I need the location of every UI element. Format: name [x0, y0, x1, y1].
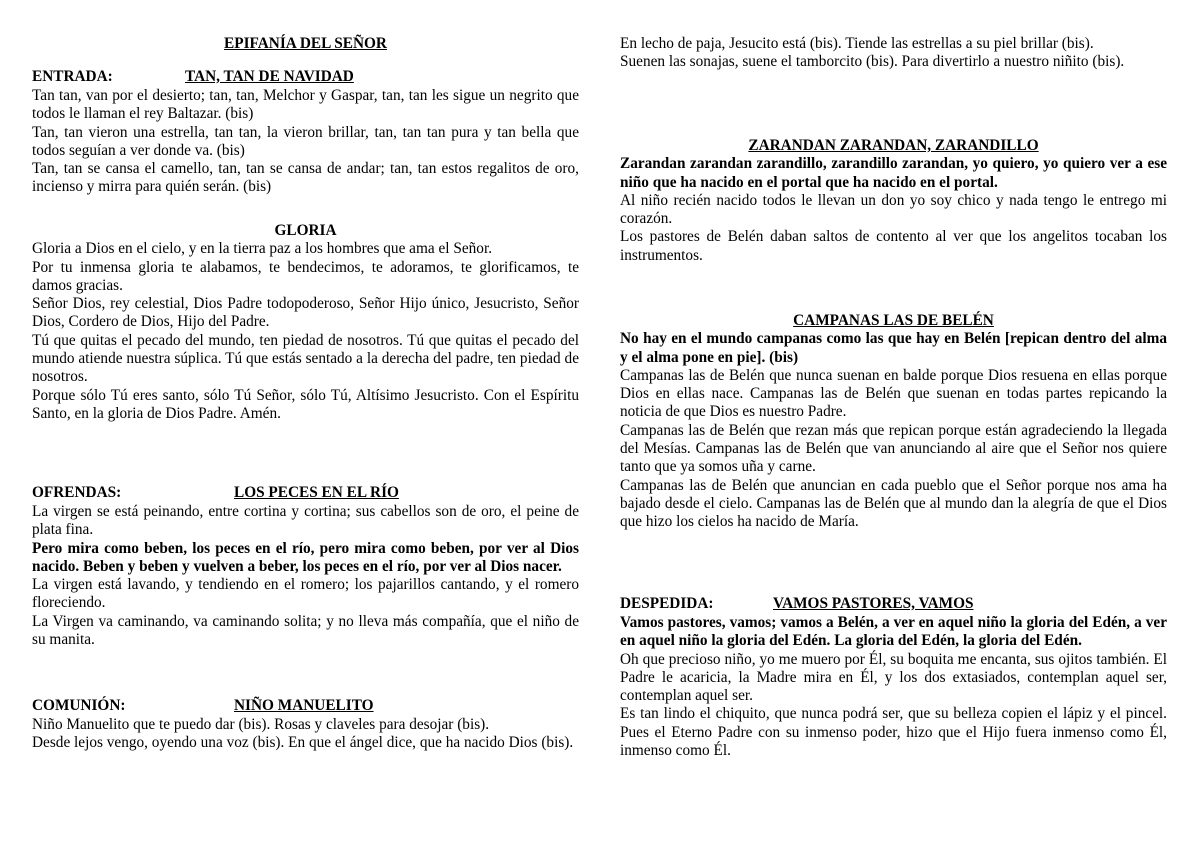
- despedida-section: [620, 595, 1167, 760]
- main-title-block: [32, 35, 579, 53]
- comunion-song-title: NIÑO MANUELITO: [234, 697, 374, 714]
- campanas-section: [620, 312, 1167, 532]
- verse: Niño Manuelito que te puedo dar (bis). Rosas y claveles para desojar (bis).: [32, 716, 490, 733]
- verse: Tú que quitas el pecado del mundo, ten piedad de nosotros. Tú que quitas el pecado del mundo atiende nuestra súplica. Tú que estás sentado a la derecha del padre, ten piedad de nosotros.: [32, 331, 579, 386]
- verse: Por tu inmensa gloria te alabamos, te bendecimos, te adoramos, te glorificamos, te damos gracias.: [32, 258, 579, 294]
- verse: En lecho de paja, Jesucito está (bis). Tiende las estrellas a su piel brillar (bis).: [620, 35, 1094, 52]
- verse: Oh que precioso niño, yo me muero por Él, su boquita me encanta, sus ojitos también. El Padre le acaricia, la Madre mira en Él, y los dos extasiados, contemplan aquel ser, contemplan aquel ser.: [620, 650, 1167, 705]
- verse: Señor Dios, rey celestial, Dios Padre todopoderoso, Señor Hijo único, Jesucristo, Señor Dios, Cordero de Dios, Hijo del Padre.: [32, 295, 579, 331]
- verse: Campanas las de Belén que rezan más que repican porque están agradeciendo la llegada del Mesías. Campanas las de Belén que van anunciando al aire que el Señor nos quiere tanto que ya somos uña y carne.: [620, 421, 1167, 476]
- ofrendas-heading: [32, 484, 579, 503]
- entrada-section: [32, 68, 579, 197]
- chorus: No hay en el mundo campanas como las que hay en Belén [repican dentro del alma y el alma pone en pie]. (bis): [620, 330, 1167, 366]
- comunion-label: COMUNIÓN:: [32, 697, 126, 714]
- entrada-heading: [32, 68, 579, 87]
- chorus: Zarandan zarandan zarandillo, zarandillo zarandan, yo quiero, yo quiero ver a ese niño que ha nacido en el portal que ha nacido en el portal.: [620, 155, 1167, 191]
- comunion-heading: [32, 697, 579, 716]
- verse: Al niño recién nacido todos le llevan un don yo soy chico y nada tengo le entrego mi corazón.: [620, 191, 1167, 228]
- despedida-song-title: VAMOS PASTORES, VAMOS: [773, 595, 974, 612]
- verse: Gloria a Dios en el cielo, y en la tierra paz a los hombres que ama el Señor.: [32, 240, 493, 258]
- ofrendas-song-title: LOS PECES EN EL RÍO: [234, 484, 399, 501]
- gloria-title: GLORIA: [274, 222, 337, 239]
- verse: Tan, tan se cansa el camello, tan, tan se cansa de andar; tan, tan estos regalitos de oro, incienso y mirra para quién serán. (bis): [32, 160, 579, 196]
- entrada-label: ENTRADA:: [32, 68, 113, 85]
- verse: Campanas las de Belén que nunca suenan en balde porque Dios resuena en ellas porque Dios en ellas nace. Campanas las de Belén que suenan en todas partes repicando la noticia de que Dios es nuestro Padre.: [620, 366, 1167, 421]
- verse: Los pastores de Belén daban saltos de contento al ver que los angelitos tocaban los instrumentos.: [620, 228, 1167, 264]
- verse: Desde lejos vengo, oyendo una voz (bis). En que el ángel dice, que ha nacido Dios (bis).: [32, 734, 574, 752]
- verse: Tan tan, van por el desierto; tan, tan, Melchor y Gaspar, tan, tan les sigue un negrito que todos le llaman el rey Baltazar. (bis): [32, 87, 579, 123]
- verse: La virgen se está peinando, entre cortina y cortina; sus cabellos son de oro, el peine de plata fina.: [32, 503, 579, 539]
- verse: La Virgen va caminando, va caminando solita; y no lleva más compañía, que el niño de su manita.: [32, 612, 579, 649]
- verse: Es tan lindo el chiquito, que nunca podrá ser, que su belleza copien el lápiz y el pincel. Pues el Eterno Padre con su inmenso poder, hizo que el Hijo fuera inmenso como Él, inmenso como Él.: [620, 705, 1167, 760]
- despedida-heading: [620, 595, 1167, 614]
- verse: Porque sólo Tú eres santo, sólo Tú Señor, sólo Tú, Altísimo Jesucristo. Con el Espíritu Santo, en la gloria de Dios Padre. Amén.: [32, 386, 579, 422]
- verse: Tan, tan vieron una estrella, tan tan, la vieron brillar, tan, tan tan pura y tan bella que todos seguían a ver donde va. (bis): [32, 123, 579, 159]
- comunion-continued: [620, 35, 1167, 72]
- chorus: Vamos pastores, vamos; vamos a Belén, a ver en aquel niño la gloria del Edén, a ver en aquel niño la gloria del Edén. La gloria del Edén, la gloria del Edén.: [620, 614, 1167, 650]
- verse: Suenen las sonajas, suene el tamborcito (bis). Para divertirlo a nuestro niñito (bis).: [620, 53, 1125, 71]
- despedida-label: DESPEDIDA:: [620, 595, 714, 612]
- campanas-title: CAMPANAS LAS DE BELÉN: [793, 312, 994, 329]
- verse: Campanas las de Belén que anuncian en cada pueblo que el Señor porque nos ama ha bajado desde el cielo. Campanas las de Belén que al mundo dan la alegría de que el Dios que hizo los cielos ha nacido de María.: [620, 476, 1167, 531]
- comunion-section: [32, 697, 579, 753]
- gloria-section: [32, 222, 579, 423]
- ofrendas-section: [32, 484, 579, 649]
- ofrendas-label: OFRENDAS:: [32, 484, 122, 501]
- page-title: EPIFANÍA DEL SEÑOR: [224, 35, 387, 52]
- zarandan-section: [620, 137, 1167, 265]
- chorus: Pero mira como beben, los peces en el río, pero mira como beben, por ver al Dios nacido. Beben y beben y vuelven a beber, los peces en el río, por ver al Dios nacer.: [32, 539, 579, 575]
- entrada-song-title: TAN, TAN DE NAVIDAD: [185, 68, 354, 85]
- zarandan-title: ZARANDAN ZARANDAN, ZARANDILLO: [748, 137, 1039, 154]
- verse: La virgen está lavando, y tendiendo en el romero; los pajarillos cantando, y el romero floreciendo.: [32, 576, 579, 612]
